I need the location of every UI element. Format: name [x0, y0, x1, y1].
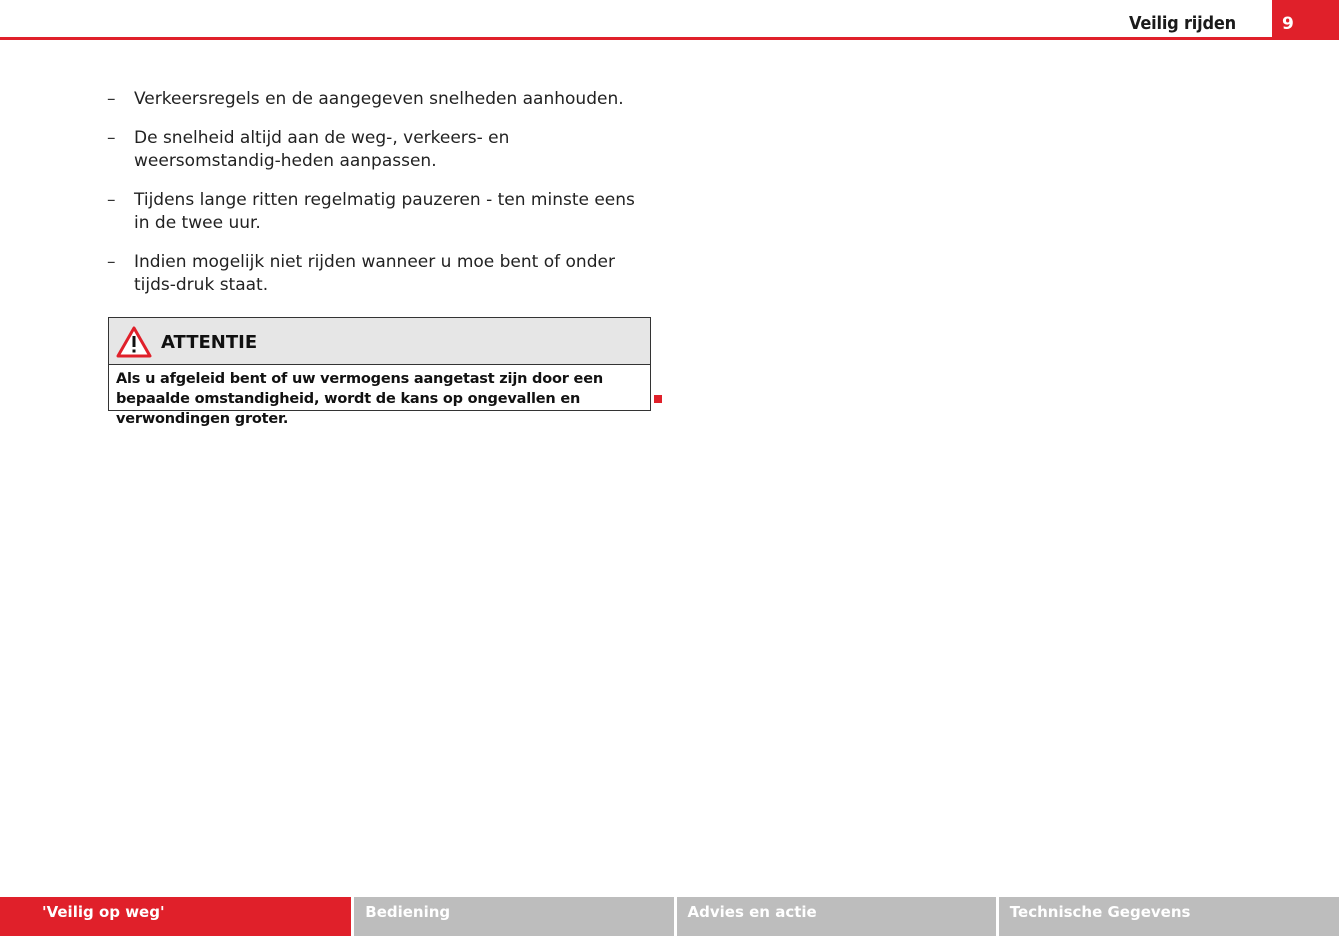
section-end-marker [654, 395, 662, 403]
list-dash: – [107, 190, 116, 210]
footer-tab-veilig-op-weg[interactable]: 'Veilig op weg' [0, 897, 351, 936]
list-item-text: Verkeersregels en de aangegeven snelheden aanhouden. [134, 89, 624, 109]
list-item [107, 251, 639, 297]
footer-tab-bediening[interactable]: Bediening [354, 897, 673, 936]
warning-triangle-icon [116, 326, 152, 358]
list-item [107, 88, 667, 111]
list-dash: – [107, 89, 116, 109]
warning-text: Als u afgeleid bent of uw vermogens aangetast zijn door een bepaalde omstandigheid, wordt de kans op ongevallen en verwondingen groter. [116, 371, 603, 427]
list-dash: – [107, 128, 116, 148]
list-dash: – [107, 252, 116, 272]
header-rule [0, 37, 1339, 40]
warning-box [108, 317, 651, 427]
page-number: 9 [1272, 0, 1339, 40]
warning-title: ATTENTIE [161, 332, 258, 353]
list-item [107, 189, 654, 235]
list-item-text: Tijdens lange ritten regelmatig pauzeren - ten minste eens in de twee uur. [134, 190, 635, 233]
warning-header [109, 318, 650, 365]
list-item [107, 127, 634, 173]
footer-tab-technische-gegevens[interactable]: Technische Gegevens [999, 897, 1339, 936]
list-item-text: De snelheid altijd aan de weg-, verkeers- en weersomstandig-heden aanpassen. [134, 128, 510, 171]
footer-nav [0, 897, 1339, 938]
list-item-text: Indien mogelijk niet rijden wanneer u moe bent of onder tijds-druk staat. [134, 252, 615, 295]
section-title: Veilig rijden [1129, 13, 1236, 34]
guideline-list [107, 88, 667, 313]
footer-tab-advies-en-actie[interactable]: Advies en actie [677, 897, 996, 936]
